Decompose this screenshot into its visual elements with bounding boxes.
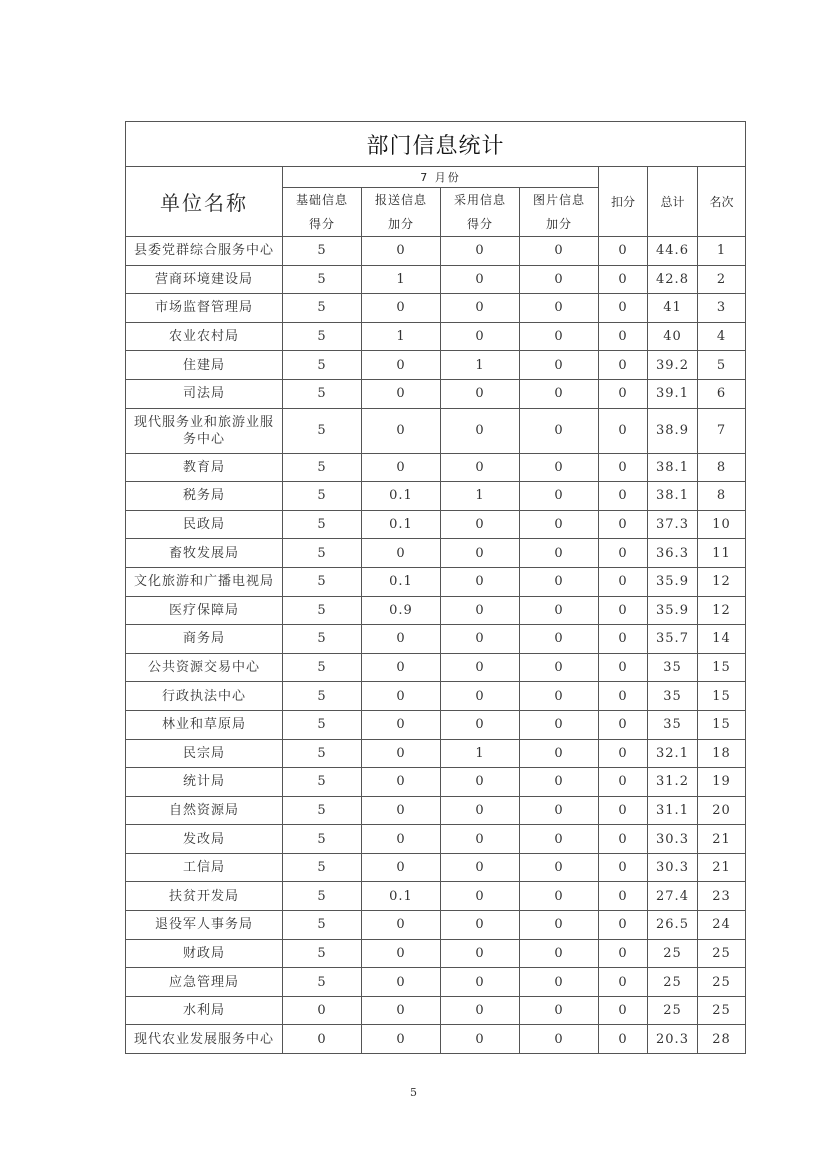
deduction-cell: 0 bbox=[599, 510, 648, 539]
rank-cell: 14 bbox=[698, 625, 746, 654]
table-row bbox=[126, 739, 746, 768]
report-bonus-cell: 0.9 bbox=[362, 596, 441, 625]
adopt-score-cell: 1 bbox=[441, 482, 520, 511]
total-cell: 20.3 bbox=[648, 1025, 698, 1054]
report-bonus-cell: 0 bbox=[362, 968, 441, 997]
table-row bbox=[126, 482, 746, 511]
table-row bbox=[126, 968, 746, 997]
deduction-cell: 0 bbox=[599, 653, 648, 682]
deduction-cell: 0 bbox=[599, 768, 648, 797]
table-row bbox=[126, 265, 746, 294]
basic-score-cell: 5 bbox=[283, 968, 362, 997]
total-cell: 27.4 bbox=[648, 882, 698, 911]
adopt-score-cell: 0 bbox=[441, 911, 520, 940]
deduction-cell: 0 bbox=[599, 825, 648, 854]
basic-score-cell: 5 bbox=[283, 294, 362, 323]
report-bonus-cell: 0 bbox=[362, 853, 441, 882]
rank-cell: 3 bbox=[698, 294, 746, 323]
adopt-score-cell: 0 bbox=[441, 453, 520, 482]
adopt-score-cell: 0 bbox=[441, 796, 520, 825]
rank-cell: 19 bbox=[698, 768, 746, 797]
adopt-score-cell: 0 bbox=[441, 882, 520, 911]
adopt-score-cell: 0 bbox=[441, 625, 520, 654]
adopt-score-cell: 0 bbox=[441, 710, 520, 739]
unit-name-cell: 工信局 bbox=[126, 853, 283, 882]
deduction-cell: 0 bbox=[599, 408, 648, 453]
deduction-cell: 0 bbox=[599, 882, 648, 911]
adopt-score-cell: 0 bbox=[441, 294, 520, 323]
report-bonus-cell: 0 bbox=[362, 408, 441, 453]
table-row bbox=[126, 351, 746, 380]
total-cell: 39.1 bbox=[648, 379, 698, 408]
unit-name-cell: 应急管理局 bbox=[126, 968, 283, 997]
picture-bonus-cell: 0 bbox=[520, 567, 599, 596]
deduction-cell: 0 bbox=[599, 237, 648, 266]
report-bonus-cell: 0.1 bbox=[362, 567, 441, 596]
adopt-score-cell: 0 bbox=[441, 768, 520, 797]
deduction-cell: 0 bbox=[599, 294, 648, 323]
deduction-cell: 0 bbox=[599, 596, 648, 625]
table-row bbox=[126, 768, 746, 797]
department-info-table bbox=[125, 121, 746, 1054]
unit-name-cell: 自然资源局 bbox=[126, 796, 283, 825]
picture-bonus-cell: 0 bbox=[520, 1025, 599, 1054]
deduction-cell: 0 bbox=[599, 939, 648, 968]
rank-cell: 25 bbox=[698, 996, 746, 1025]
rank-cell: 21 bbox=[698, 853, 746, 882]
total-cell: 25 bbox=[648, 968, 698, 997]
table-row bbox=[126, 379, 746, 408]
table-row bbox=[126, 882, 746, 911]
report-bonus-cell: 0 bbox=[362, 682, 441, 711]
basic-score-cell: 0 bbox=[283, 996, 362, 1025]
total-cell: 35.9 bbox=[648, 596, 698, 625]
table-row bbox=[126, 539, 746, 568]
rank-cell: 24 bbox=[698, 911, 746, 940]
basic-score-cell: 5 bbox=[283, 596, 362, 625]
deduction-cell: 0 bbox=[599, 322, 648, 351]
table-row bbox=[126, 294, 746, 323]
picture-bonus-cell: 0 bbox=[520, 510, 599, 539]
adopt-score-cell: 0 bbox=[441, 682, 520, 711]
deduction-cell: 0 bbox=[599, 796, 648, 825]
total-cell: 37.3 bbox=[648, 510, 698, 539]
picture-bonus-cell: 0 bbox=[520, 294, 599, 323]
deduction-cell: 0 bbox=[599, 682, 648, 711]
report-bonus-cell: 0 bbox=[362, 768, 441, 797]
total-cell: 41 bbox=[648, 294, 698, 323]
unit-name-cell: 住建局 bbox=[126, 351, 283, 380]
unit-name-cell: 商务局 bbox=[126, 625, 283, 654]
header-line: 加分 bbox=[545, 217, 572, 231]
deduction-cell: 0 bbox=[599, 539, 648, 568]
basic-score-cell: 0 bbox=[283, 1025, 362, 1054]
table-row bbox=[126, 237, 746, 266]
adopt-score-cell: 0 bbox=[441, 265, 520, 294]
rank-cell: 12 bbox=[698, 596, 746, 625]
report-bonus-cell: 0.1 bbox=[362, 482, 441, 511]
deduction-cell: 0 bbox=[599, 482, 648, 511]
basic-score-cell: 5 bbox=[283, 796, 362, 825]
total-cell: 30.3 bbox=[648, 825, 698, 854]
deduction-cell: 0 bbox=[599, 567, 648, 596]
header-picture-bonus bbox=[520, 188, 599, 237]
table-row bbox=[126, 453, 746, 482]
table-row bbox=[126, 853, 746, 882]
rank-cell: 10 bbox=[698, 510, 746, 539]
report-bonus-cell: 0 bbox=[362, 294, 441, 323]
picture-bonus-cell: 0 bbox=[520, 482, 599, 511]
table-row bbox=[126, 825, 746, 854]
unit-name-cell: 发改局 bbox=[126, 825, 283, 854]
deduction-cell: 0 bbox=[599, 710, 648, 739]
basic-score-cell: 5 bbox=[283, 682, 362, 711]
basic-score-cell: 5 bbox=[283, 710, 362, 739]
unit-name-cell: 教育局 bbox=[126, 453, 283, 482]
basic-score-cell: 5 bbox=[283, 539, 362, 568]
deduction-cell: 0 bbox=[599, 351, 648, 380]
unit-name-cell: 水利局 bbox=[126, 996, 283, 1025]
basic-score-cell: 5 bbox=[283, 625, 362, 654]
total-cell: 35 bbox=[648, 682, 698, 711]
unit-name-cell: 退役军人事务局 bbox=[126, 911, 283, 940]
adopt-score-cell: 0 bbox=[441, 510, 520, 539]
report-bonus-cell: 0.1 bbox=[362, 510, 441, 539]
total-cell: 25 bbox=[648, 996, 698, 1025]
total-cell: 38.9 bbox=[648, 408, 698, 453]
adopt-score-cell: 0 bbox=[441, 968, 520, 997]
rank-cell: 21 bbox=[698, 825, 746, 854]
rank-cell: 28 bbox=[698, 1025, 746, 1054]
adopt-score-cell: 0 bbox=[441, 596, 520, 625]
deduction-cell: 0 bbox=[599, 853, 648, 882]
unit-name-cell: 市场监督管理局 bbox=[126, 294, 283, 323]
report-bonus-cell: 0 bbox=[362, 996, 441, 1025]
header-deduction: 扣分 bbox=[599, 167, 648, 237]
picture-bonus-cell: 0 bbox=[520, 710, 599, 739]
rank-cell: 20 bbox=[698, 796, 746, 825]
total-cell: 35.9 bbox=[648, 567, 698, 596]
report-bonus-cell: 0 bbox=[362, 911, 441, 940]
rank-cell: 11 bbox=[698, 539, 746, 568]
unit-name-cell: 医疗保障局 bbox=[126, 596, 283, 625]
rank-cell: 25 bbox=[698, 968, 746, 997]
basic-score-cell: 5 bbox=[283, 351, 362, 380]
unit-name-cell: 营商环境建设局 bbox=[126, 265, 283, 294]
table-row bbox=[126, 596, 746, 625]
total-cell: 38.1 bbox=[648, 482, 698, 511]
rank-cell: 7 bbox=[698, 408, 746, 453]
basic-score-cell: 5 bbox=[283, 911, 362, 940]
picture-bonus-cell: 0 bbox=[520, 653, 599, 682]
total-cell: 38.1 bbox=[648, 453, 698, 482]
unit-name-cell: 司法局 bbox=[126, 379, 283, 408]
deduction-cell: 0 bbox=[599, 265, 648, 294]
basic-score-cell: 5 bbox=[283, 567, 362, 596]
basic-score-cell: 5 bbox=[283, 939, 362, 968]
header-unit-name: 单位名称 bbox=[126, 167, 283, 237]
header-line: 得分 bbox=[466, 217, 493, 231]
picture-bonus-cell: 0 bbox=[520, 265, 599, 294]
basic-score-cell: 5 bbox=[283, 768, 362, 797]
basic-score-cell: 5 bbox=[283, 825, 362, 854]
rank-cell: 23 bbox=[698, 882, 746, 911]
rank-cell: 4 bbox=[698, 322, 746, 351]
total-cell: 36.3 bbox=[648, 539, 698, 568]
adopt-score-cell: 0 bbox=[441, 567, 520, 596]
header-adopt-score bbox=[441, 188, 520, 237]
picture-bonus-cell: 0 bbox=[520, 539, 599, 568]
total-cell: 35 bbox=[648, 653, 698, 682]
report-bonus-cell: 0 bbox=[362, 625, 441, 654]
table-row bbox=[126, 567, 746, 596]
unit-name-cell: 税务局 bbox=[126, 482, 283, 511]
rank-cell: 18 bbox=[698, 739, 746, 768]
basic-score-cell: 5 bbox=[283, 237, 362, 266]
report-bonus-cell: 0 bbox=[362, 796, 441, 825]
table-row bbox=[126, 682, 746, 711]
picture-bonus-cell: 0 bbox=[520, 796, 599, 825]
unit-name-cell: 民政局 bbox=[126, 510, 283, 539]
report-bonus-cell: 0 bbox=[362, 710, 441, 739]
total-cell: 31.2 bbox=[648, 768, 698, 797]
report-bonus-cell: 0 bbox=[362, 237, 441, 266]
report-bonus-cell: 0 bbox=[362, 739, 441, 768]
total-cell: 44.6 bbox=[648, 237, 698, 266]
total-cell: 25 bbox=[648, 939, 698, 968]
report-bonus-cell: 0 bbox=[362, 453, 441, 482]
picture-bonus-cell: 0 bbox=[520, 996, 599, 1025]
unit-name-cell: 扶贫开发局 bbox=[126, 882, 283, 911]
rank-cell: 6 bbox=[698, 379, 746, 408]
header-rank: 名次 bbox=[698, 167, 746, 237]
deduction-cell: 0 bbox=[599, 911, 648, 940]
rank-cell: 15 bbox=[698, 682, 746, 711]
total-cell: 30.3 bbox=[648, 853, 698, 882]
deduction-cell: 0 bbox=[599, 968, 648, 997]
rank-cell: 12 bbox=[698, 567, 746, 596]
header-basic-score bbox=[283, 188, 362, 237]
rank-cell: 5 bbox=[698, 351, 746, 380]
table-row bbox=[126, 796, 746, 825]
picture-bonus-cell: 0 bbox=[520, 351, 599, 380]
unit-name-cell: 林业和草原局 bbox=[126, 710, 283, 739]
total-cell: 39.2 bbox=[648, 351, 698, 380]
report-bonus-cell: 1 bbox=[362, 322, 441, 351]
picture-bonus-cell: 0 bbox=[520, 939, 599, 968]
table-row bbox=[126, 510, 746, 539]
adopt-score-cell: 0 bbox=[441, 853, 520, 882]
total-cell: 31.1 bbox=[648, 796, 698, 825]
adopt-score-cell: 0 bbox=[441, 996, 520, 1025]
deduction-cell: 0 bbox=[599, 379, 648, 408]
report-bonus-cell: 0 bbox=[362, 939, 441, 968]
adopt-score-cell: 0 bbox=[441, 825, 520, 854]
report-bonus-cell: 0.1 bbox=[362, 882, 441, 911]
report-bonus-cell: 0 bbox=[362, 351, 441, 380]
picture-bonus-cell: 0 bbox=[520, 768, 599, 797]
table-row bbox=[126, 408, 746, 453]
adopt-score-cell: 0 bbox=[441, 379, 520, 408]
rank-cell: 15 bbox=[698, 710, 746, 739]
report-bonus-cell: 1 bbox=[362, 265, 441, 294]
unit-name-cell: 畜牧发展局 bbox=[126, 539, 283, 568]
basic-score-cell: 5 bbox=[283, 853, 362, 882]
rank-cell: 15 bbox=[698, 653, 746, 682]
picture-bonus-cell: 0 bbox=[520, 882, 599, 911]
table-title: 部门信息统计 bbox=[126, 122, 746, 167]
table-row bbox=[126, 625, 746, 654]
picture-bonus-cell: 0 bbox=[520, 625, 599, 654]
total-cell: 35 bbox=[648, 710, 698, 739]
picture-bonus-cell: 0 bbox=[520, 379, 599, 408]
total-cell: 26.5 bbox=[648, 911, 698, 940]
picture-bonus-cell: 0 bbox=[520, 596, 599, 625]
header-line: 得分 bbox=[308, 217, 335, 231]
unit-name-cell: 公共资源交易中心 bbox=[126, 653, 283, 682]
adopt-score-cell: 0 bbox=[441, 653, 520, 682]
total-cell: 35.7 bbox=[648, 625, 698, 654]
picture-bonus-cell: 0 bbox=[520, 739, 599, 768]
unit-name-cell: 县委党群综合服务中心 bbox=[126, 237, 283, 266]
table-row bbox=[126, 710, 746, 739]
deduction-cell: 0 bbox=[599, 739, 648, 768]
unit-name-cell: 行政执法中心 bbox=[126, 682, 283, 711]
basic-score-cell: 5 bbox=[283, 379, 362, 408]
rank-cell: 1 bbox=[698, 237, 746, 266]
header-month: 7 月份 bbox=[283, 167, 599, 188]
header-line: 图片信息 bbox=[532, 193, 585, 207]
table-row bbox=[126, 322, 746, 351]
picture-bonus-cell: 0 bbox=[520, 853, 599, 882]
basic-score-cell: 5 bbox=[283, 265, 362, 294]
adopt-score-cell: 1 bbox=[441, 351, 520, 380]
deduction-cell: 0 bbox=[599, 625, 648, 654]
basic-score-cell: 5 bbox=[283, 322, 362, 351]
rank-cell: 25 bbox=[698, 939, 746, 968]
basic-score-cell: 5 bbox=[283, 408, 362, 453]
adopt-score-cell: 0 bbox=[441, 237, 520, 266]
adopt-score-cell: 0 bbox=[441, 1025, 520, 1054]
header-line: 采用信息 bbox=[453, 193, 506, 207]
unit-name-cell: 文化旅游和广播电视局 bbox=[126, 567, 283, 596]
picture-bonus-cell: 0 bbox=[520, 682, 599, 711]
basic-score-cell: 5 bbox=[283, 882, 362, 911]
deduction-cell: 0 bbox=[599, 1025, 648, 1054]
total-cell: 40 bbox=[648, 322, 698, 351]
picture-bonus-cell: 0 bbox=[520, 453, 599, 482]
header-line: 基础信息 bbox=[295, 193, 348, 207]
header-report-bonus bbox=[362, 188, 441, 237]
total-cell: 42.8 bbox=[648, 265, 698, 294]
unit-name-cell: 统计局 bbox=[126, 768, 283, 797]
unit-name-cell: 现代农业发展服务中心 bbox=[126, 1025, 283, 1054]
basic-score-cell: 5 bbox=[283, 653, 362, 682]
basic-score-cell: 5 bbox=[283, 739, 362, 768]
picture-bonus-cell: 0 bbox=[520, 825, 599, 854]
unit-name-cell: 民宗局 bbox=[126, 739, 283, 768]
adopt-score-cell: 0 bbox=[441, 939, 520, 968]
adopt-score-cell: 1 bbox=[441, 739, 520, 768]
table-row bbox=[126, 939, 746, 968]
report-bonus-cell: 0 bbox=[362, 653, 441, 682]
picture-bonus-cell: 0 bbox=[520, 322, 599, 351]
unit-name-cell: 现代服务业和旅游业服务中心 bbox=[126, 408, 283, 453]
basic-score-cell: 5 bbox=[283, 453, 362, 482]
picture-bonus-cell: 0 bbox=[520, 911, 599, 940]
rank-cell: 8 bbox=[698, 453, 746, 482]
report-bonus-cell: 0 bbox=[362, 539, 441, 568]
unit-name-cell: 财政局 bbox=[126, 939, 283, 968]
total-cell: 32.1 bbox=[648, 739, 698, 768]
report-bonus-cell: 0 bbox=[362, 1025, 441, 1054]
picture-bonus-cell: 0 bbox=[520, 968, 599, 997]
table-row bbox=[126, 1025, 746, 1054]
unit-name-cell: 农业农村局 bbox=[126, 322, 283, 351]
header-line: 报送信息 bbox=[374, 193, 427, 207]
header-total: 总计 bbox=[648, 167, 698, 237]
adopt-score-cell: 0 bbox=[441, 322, 520, 351]
table-row bbox=[126, 911, 746, 940]
picture-bonus-cell: 0 bbox=[520, 408, 599, 453]
rank-cell: 8 bbox=[698, 482, 746, 511]
basic-score-cell: 5 bbox=[283, 482, 362, 511]
header-line: 加分 bbox=[387, 217, 414, 231]
basic-score-cell: 5 bbox=[283, 510, 362, 539]
deduction-cell: 0 bbox=[599, 996, 648, 1025]
page-number: 5 bbox=[410, 1086, 417, 1099]
table-row bbox=[126, 996, 746, 1025]
report-bonus-cell: 0 bbox=[362, 379, 441, 408]
table-row bbox=[126, 653, 746, 682]
picture-bonus-cell: 0 bbox=[520, 237, 599, 266]
adopt-score-cell: 0 bbox=[441, 539, 520, 568]
rank-cell: 2 bbox=[698, 265, 746, 294]
deduction-cell: 0 bbox=[599, 453, 648, 482]
adopt-score-cell: 0 bbox=[441, 408, 520, 453]
report-bonus-cell: 0 bbox=[362, 825, 441, 854]
